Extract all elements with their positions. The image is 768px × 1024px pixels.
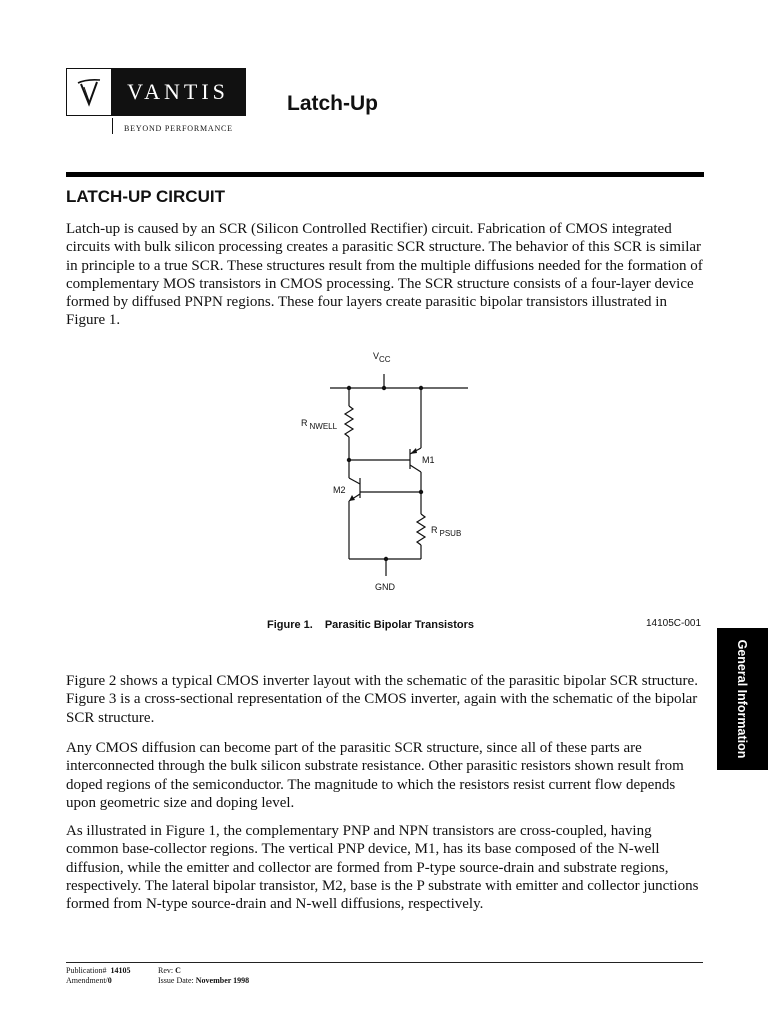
parasitic-bipolar-circuit-diagram	[288, 344, 488, 604]
r-nwell-label: R NWELL	[301, 418, 338, 431]
figure-code: 14105C-001	[646, 618, 702, 629]
section-heading: LATCH-UP CIRCUIT	[66, 187, 225, 206]
logo-tagline: BEYOND PERFORMANCE	[124, 124, 233, 133]
footer-revision: Rev: C Issue Date: November 1998	[158, 966, 250, 985]
figure-caption	[267, 619, 474, 631]
logo-divider	[112, 118, 113, 134]
m2-label: M2	[333, 485, 346, 495]
section-side-tab	[717, 628, 768, 770]
logo-mark-icon	[67, 69, 111, 115]
side-tab-label: General Information	[735, 639, 749, 759]
gnd-label: GND	[375, 582, 395, 592]
vcc-label: VCC	[373, 351, 391, 364]
paragraph-diffusion: Any CMOS diffusion can become part of the parasitic SCR structure, since all of these parts are interconnected through the bulk silicon substrate resistance. Other parasitic resistors shown result from doped regions of the semiconductor. The magnitude to which the resistors resist current flow depends upon geometric size and doping level.	[66, 740, 684, 811]
vantis-logo	[66, 68, 246, 116]
figure-title: Parasitic Bipolar Transistors	[324, 619, 475, 631]
logo-wordmark: VANTIS	[111, 69, 245, 115]
page-title: Latch-Up	[287, 92, 378, 115]
paragraph-intro: Latch-up is caused by an SCR (Silicon Controlled Rectifier) circuit. Fabrication of CMOS integrated circuits with bulk silicon processing creates a parasitic SCR structure. The behavior of this SCR is similar in principle to a true SCR. These structures result from the multiple diffusions needed for the formation of complementary MOS transistors in CMOS processing. The SCR structure consists of a four-layer device formed by diffused PNPN regions. These four layers create parasitic bipolar transistors illustrated in Figure 1.	[66, 221, 703, 329]
header-rule	[66, 172, 704, 177]
footer-publication: Publication# 14105 Amendment/0	[66, 966, 131, 985]
r-psub-label: R PSUB	[431, 525, 462, 538]
m1-label: M1	[422, 455, 435, 465]
footer-rule	[66, 962, 703, 963]
figure-number: Figure 1.	[267, 619, 313, 631]
paragraph-transistors: As illustrated in Figure 1, the complementary PNP and NPN transistors are cross-coupled, having common base-collector regions. The vertical PNP device, M1, has its base composed of the N-well diffusion, while the emitter and collector are formed from P-type source-drain and substrate regions, respectively. The lateral bipolar transistor, M2, base is the P substrate with emitter and collector junctions formed from N-type source-drain and N-well diffusions, respectively.	[66, 823, 699, 913]
paragraph-figures: Figure 2 shows a typical CMOS inverter layout with the schematic of the parasitic bipolar SCR structure. Figure 3 is a cross-sectional representation of the CMOS inverter, again with the schematic of the bipolar SCR structure.	[66, 673, 698, 726]
